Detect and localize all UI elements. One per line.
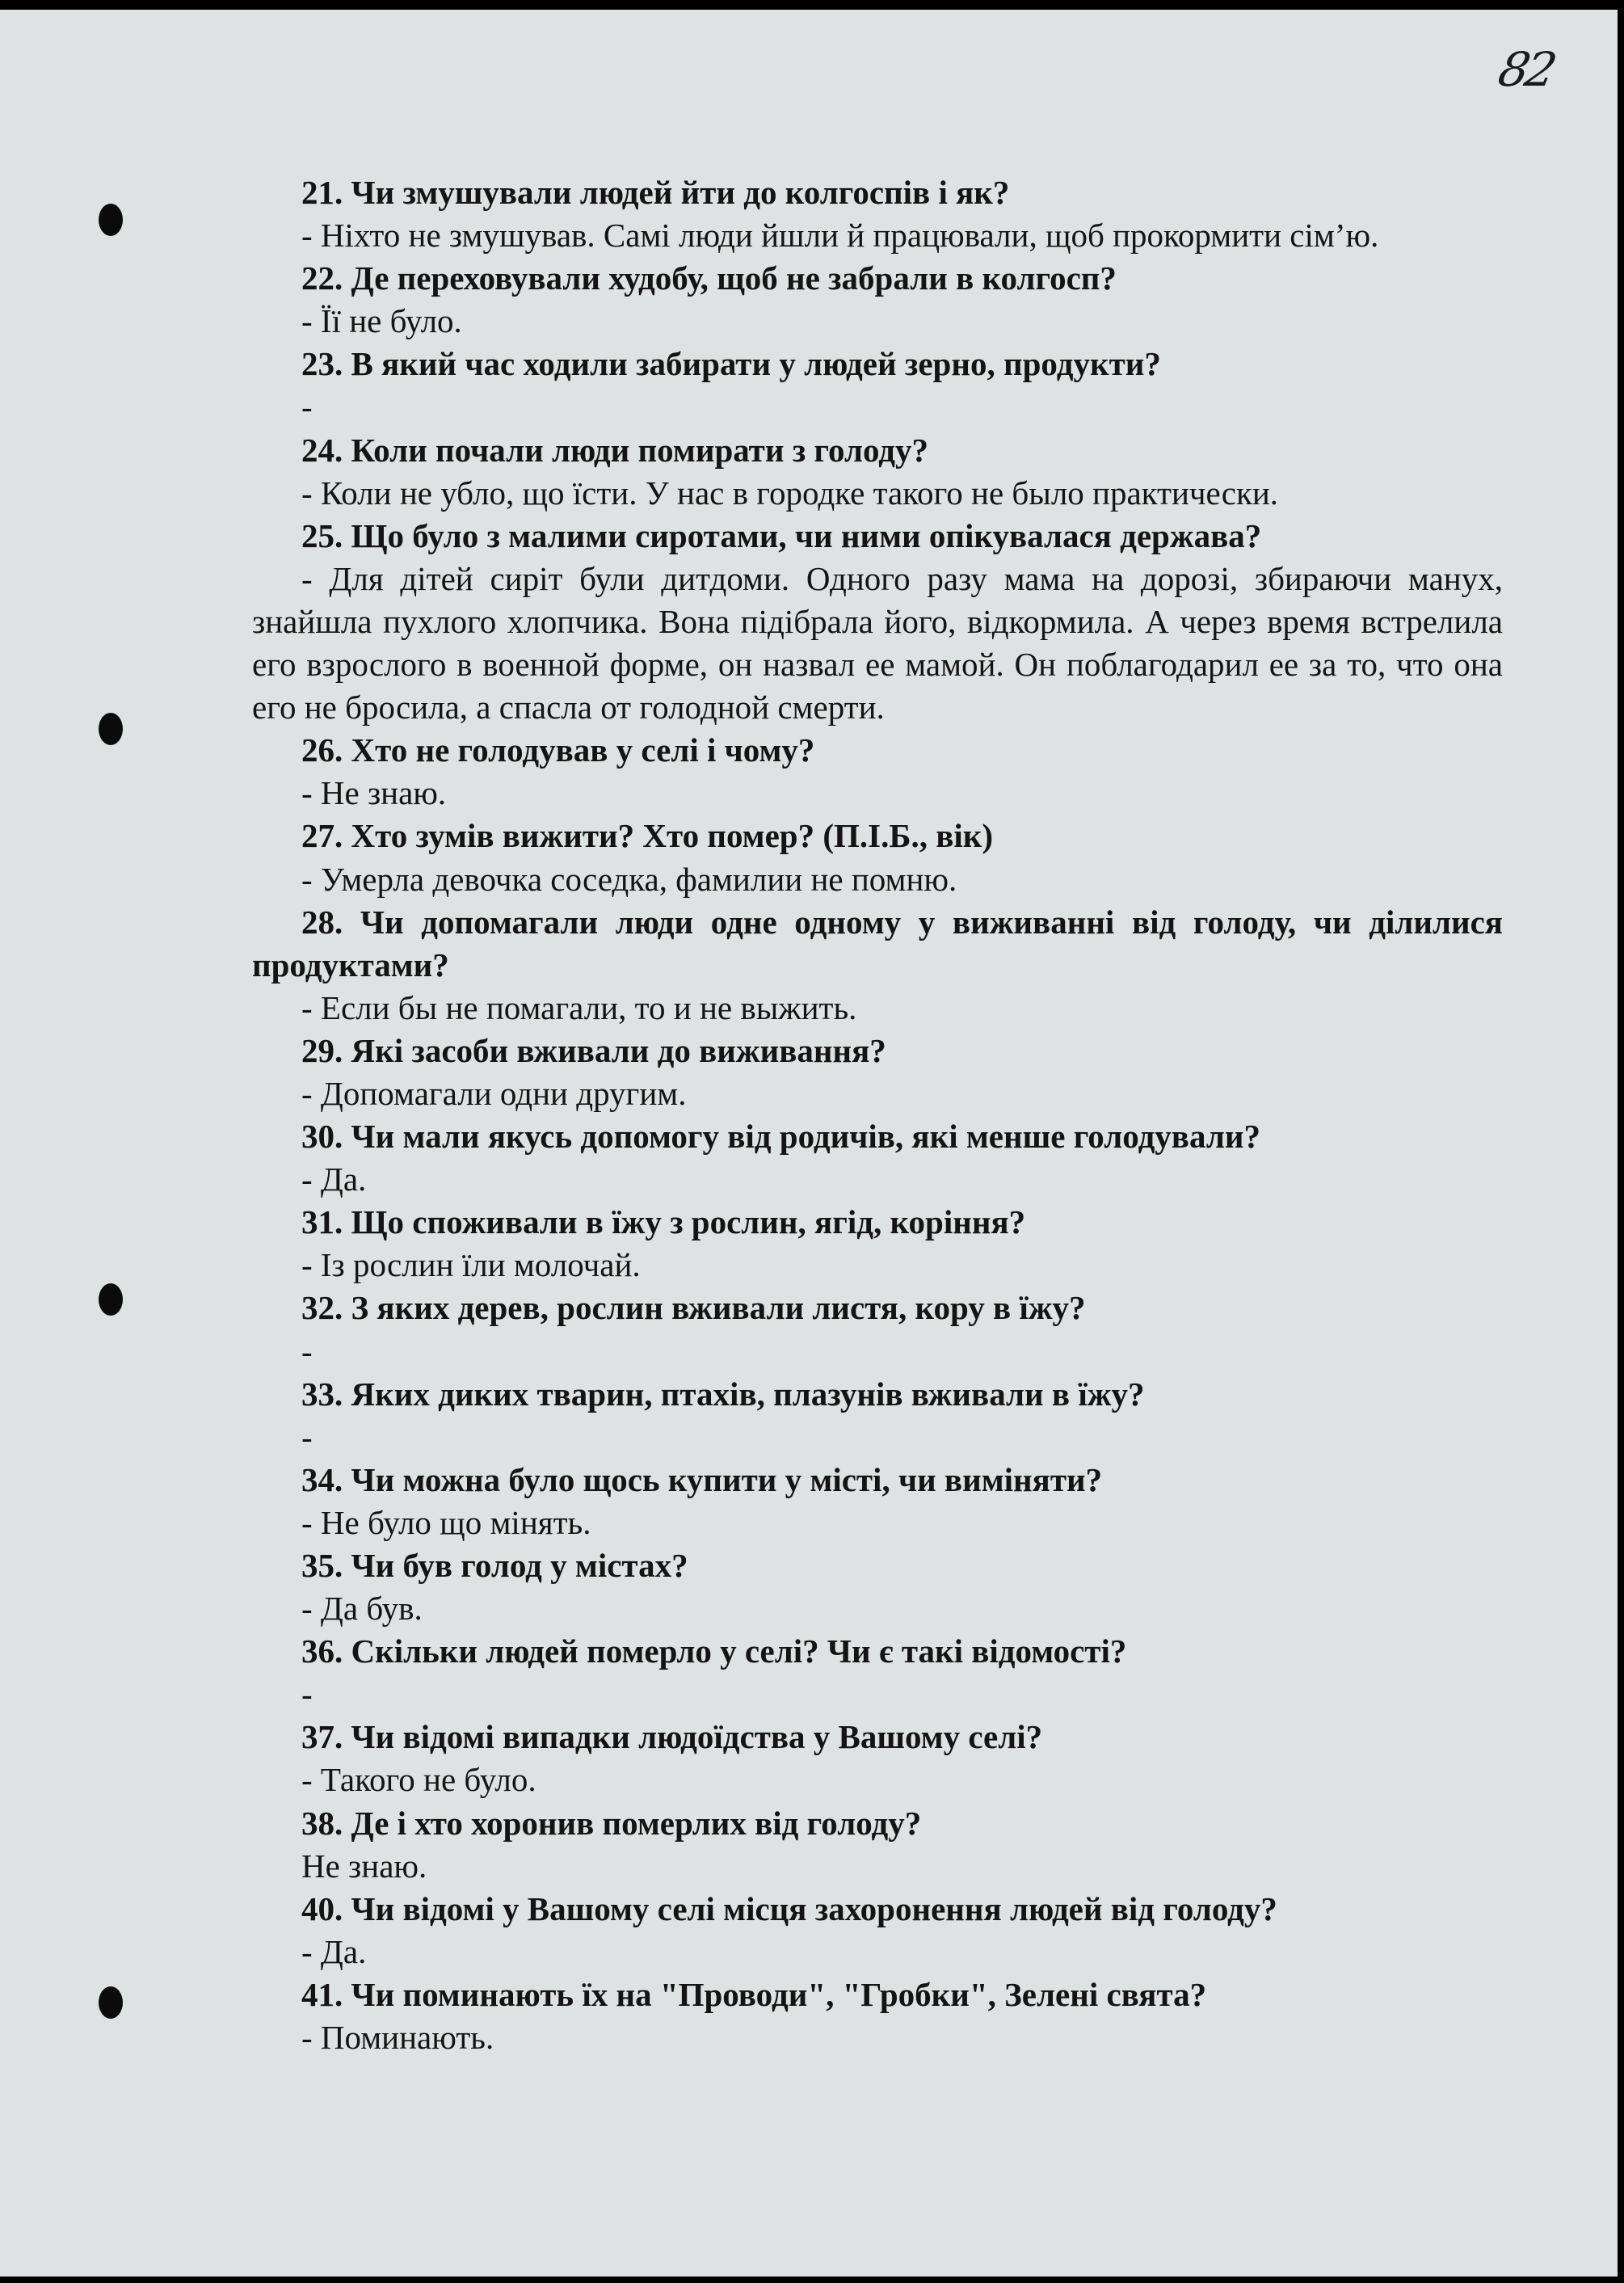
answer: - <box>301 1675 313 1713</box>
answer: - Умерла девочка соседка, фамилии не помню. <box>301 860 957 898</box>
question: 40. Чи відомі у Вашому селі місця захоронення людей від голоду? <box>301 1889 1277 1927</box>
question: 28. Чи допомагали люди одне одному у виживанні від голоду, чи ділилися продуктами? <box>252 903 1503 984</box>
punch-hole <box>99 1283 123 1316</box>
answer: Не знаю. <box>301 1847 427 1885</box>
answer: - Да був. <box>301 1590 423 1628</box>
punch-hole <box>99 713 123 745</box>
question: 38. Де і хто хоронив померлих від голоду? <box>301 1804 922 1842</box>
question: 22. Де переховували худобу, щоб не забрали в колгосп? <box>301 259 1117 297</box>
answer: - Поминають. <box>301 2019 494 2057</box>
question: 36. Скільки людей померло у селі? Чи є такі відомості? <box>301 1632 1127 1670</box>
answer: - Не знаю. <box>301 774 447 812</box>
question: 35. Чи був голод у містах? <box>301 1547 688 1584</box>
answer: - Не було що мінять. <box>301 1503 591 1541</box>
question: 32. З яких дерев, рослин вживали листя, кору в їжу? <box>301 1289 1086 1327</box>
answer: - Такого не було. <box>301 1761 536 1799</box>
answer: - Коли не убло, що їсти. У нас в городке такого не было практически. <box>301 474 1279 512</box>
question: 41. Чи поминають їх на "Проводи", "Гробки", Зелені свята? <box>301 1975 1207 2013</box>
question: 27. Хто зумів вижити? Хто помер? (П.І.Б., вік) <box>301 817 994 855</box>
question: 33. Яких диких тварин, птахів, плазунів вживали в їжу? <box>301 1375 1145 1413</box>
question: 29. Які засоби вживали до виживання? <box>301 1031 886 1069</box>
question: 23. В який час ходили забирати у людей зерно, продукти? <box>301 345 1161 383</box>
question: 31. Що споживали в їжу з рослин, ягід, коріння? <box>301 1203 1026 1241</box>
answer: - Із рослин їли молочай. <box>301 1246 641 1284</box>
document-page <box>0 10 1618 2277</box>
answer: - Ніхто не змушував. Самі люди йшли й працювали, щоб прокормити сім’ю. <box>301 217 1379 255</box>
question: 34. Чи можна було щось купити у місті, чи виміняти? <box>301 1460 1103 1498</box>
question: 30. Чи мали якусь допомогу від родичів, які менше голодували? <box>301 1118 1260 1156</box>
answer: - Її не було. <box>301 302 462 340</box>
questionnaire-text <box>252 171 1503 2059</box>
handwritten-page-number: 82 <box>1493 42 1559 97</box>
punch-hole <box>99 204 123 236</box>
answer: - Если бы не помагали, то и не выжить. <box>301 988 857 1026</box>
punch-hole <box>99 1986 123 2019</box>
answer: - <box>301 1417 313 1455</box>
answer: - Да. <box>301 1932 367 1970</box>
answer: - Для дітей сиріт були дитдоми. Одного разу мама на дорозі, збираючи манух, знайшла пухлого хлопчика. Вона підібрала його, відкормила. А через время встрелила его взрослого в военной форме, он назвал ее мамой. Он поблагодарил ее за то, что она его не бросила, а спасла от голодной смерти. <box>252 559 1503 727</box>
answer: - Допомагали одни другим. <box>301 1074 687 1112</box>
answer: - <box>301 388 313 426</box>
question: 37. Чи відомі випадки людоїдства у Вашому селі? <box>301 1718 1043 1756</box>
question: 24. Коли почали люди помирати з голоду? <box>301 431 929 469</box>
answer: - <box>301 1332 313 1370</box>
question: 25. Що було з малими сиротами, чи ними опікувалася держава? <box>301 516 1262 554</box>
question: 21. Чи змушували людей йти до колгоспів і як? <box>301 174 1010 211</box>
question: 26. Хто не голодував у селі і чому? <box>301 731 815 769</box>
answer: - Да. <box>301 1160 367 1198</box>
